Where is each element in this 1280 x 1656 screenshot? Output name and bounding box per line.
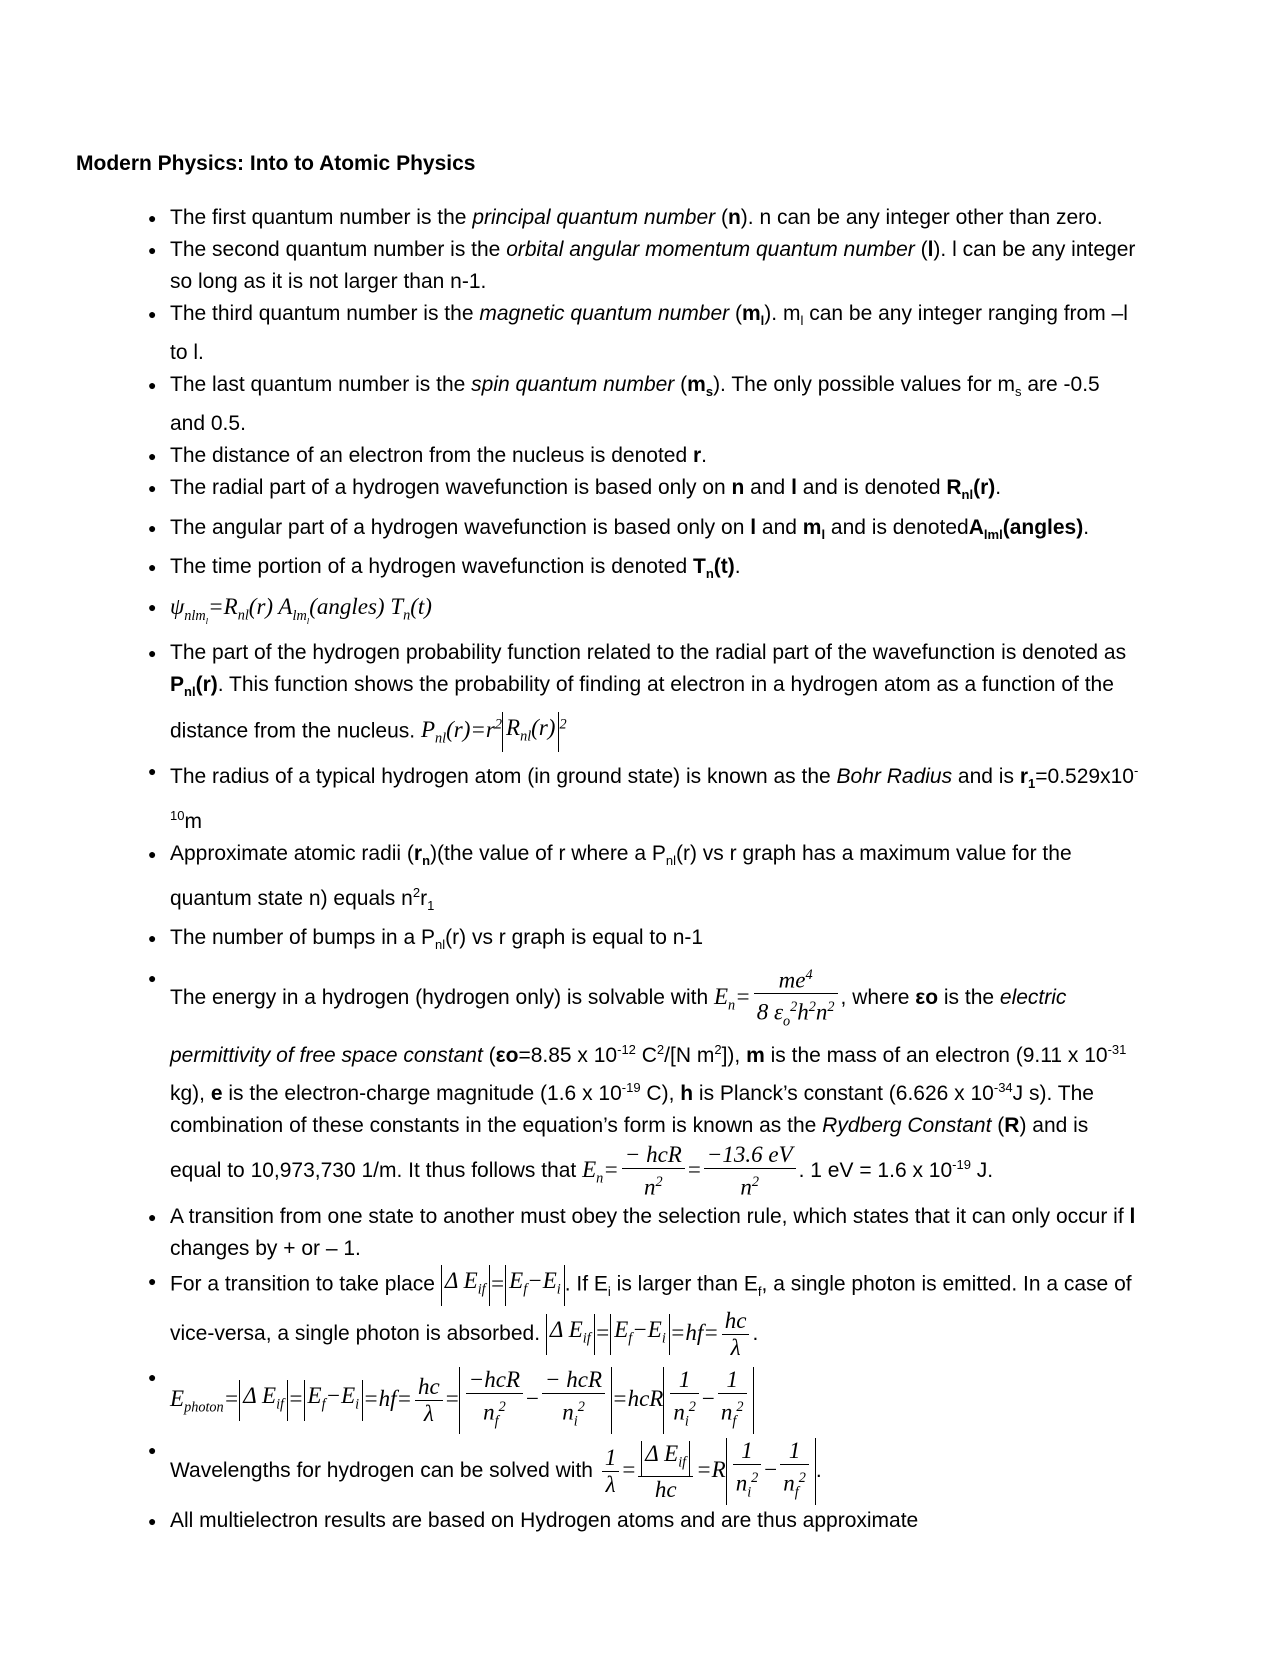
list-item-photon-energy: ● $E_{photon}= \Delta$ $E_{if} = E_f-E_i =hf=$ $\frac{hc}{\lambda}$ = $\frac{\text{−hcR}}{n_f^2}$ − $\frac{\text{− hcR}}{n_i^2}$ =hcR $\frac{1}{n_i^2}$ − $\frac{1}{n_f^2}$ <box>140 1361 1140 1434</box>
wavefunction-equation: $\psi_{nlm_l}=R_{nl}(r)$ $A_{lm_l}(angles)$ $T_n(t)$ <box>170 593 432 626</box>
notes-list <box>140 202 1140 1537</box>
list-item-angular: ● The angular part of a hydrogen wavefunction is based only on l and $m_l$ and is denotedA$_{lml}$(angles). <box>140 512 1140 551</box>
list-item-orbital: ● The second quantum number is the orbital angular momentum quantum number (l). l can be any integer so long as it is not larger than n-1. <box>140 234 1140 298</box>
page-title: Modern Physics: Into to Atomic Physics <box>76 152 476 175</box>
list-item-time: ● The time portion of a hydrogen wavefunction is denoted $T_n(t)$. <box>140 551 1140 590</box>
energy-equation: $E_n=$ <box>713 983 751 1014</box>
list-item-multielectron: ● All multielectron results are based on Hydrogen atoms and are thus approximate <box>140 1505 1140 1537</box>
list-item-wavelength: ● Wavelengths for hydrogen can be solved with $\frac{1}{\lambda}$ = $\frac{\Delta E_{if}}{hc}$ =R $\frac{1}{n_i^2}$ − $\frac{1}{n_f^2}$ . <box>140 1434 1140 1505</box>
list-item-principal: ● The first quantum number is the principal quantum number (n). n can be any integer other than zero. <box>140 202 1140 234</box>
list-item-bohr: ● The radius of a typical hydrogen atom (in ground state) is known as the Bohr Radius and is $r_1=0.529x10^{-10}m$ <box>140 755 1140 838</box>
list-item-selection-rule: ● A transition from one state to another must obey the selection rule, which states that it can only occur if l changes by + or – 1. <box>140 1201 1140 1265</box>
list-item-radial: ● The radial part of a hydrogen wavefunction is based only on n and l and is denoted $R_{nl}(r)$. <box>140 472 1140 511</box>
probability-equation: $P_{nl}(r)=r^2$ $R_{nl}(r)$ $^2$ <box>421 717 567 742</box>
list-item-magnetic: ● The third quantum number is the magnetic quantum number $(m_l)$. $m_l$ can be any integer ranging from –l to l. <box>140 298 1140 369</box>
list-item-radii: ● Approximate atomic radii $(r_n)(the$ value of r where a $P_{nl}(r)$ vs r graph has a maximum value for the quantum state n) equals $n^2r_1$ <box>140 838 1140 922</box>
list-item-spin: ● The last quantum number is the spin quantum number $(m_s)$. The only possible values for $m_s$ are -0.5 and 0.5. <box>140 369 1140 440</box>
list-item-energy: ● The energy in a hydrogen (hydrogen only) is solvable with $E_n=$ $\frac{me^4}{8 \varepsilon_o^2h^2n^2}$ , where εo is the electric permittivity of free space constant (εo=8.85 x $10^{-12}$ $C^2/[N$ $m^2$]), m is the mass of an electron (9.11 x $10^{-31}$ kg), e is the electron-charge magnitude (1.6 x $10^{-19}$ C), h is Planck’s constant (6.626 x $10^{-34}J$ s). The combination of these constants in the equation’s form is known as the Rydberg Constant (R) and is equal to 10,973,730 1/m. It thus follows that $E_n=$ $\frac{\text{− hcR}}{n^2}$ = $\frac{-13.6 eV}{n^2}$ . 1 eV = 1.6 x $10^{-19}$ J. <box>140 962 1140 1202</box>
list-item-probability: ● The part of the hydrogen probability function related to the radial part of the wavefunction is denoted as $P_{nl}(r)$. This function shows the probability of finding at electron in a hydrogen atom as a function of the distance from the nucleus. $P_{nl}(r)=r^2$ $R_{nl}(r)$ $^2$ <box>140 637 1140 754</box>
list-item-bumps: ● The number of bumps in a $P_{nl}(r)$ vs r graph is equal to n-1 <box>140 922 1140 961</box>
list-item-wavefunction <box>140 590 1140 637</box>
list-item-distance: ● The distance of an electron from the nucleus is denoted r. <box>140 440 1140 472</box>
list-item-transition: ● For a transition to take place Δ $E_{if} = E_f-E_i$ . If $E_i$ is larger than $E_f$, a single photon is emitted. In a case of vice-versa, a single photon is absorbed. Δ $E_{if} = E_f-E_i =hf=$ $\frac{hc}{\lambda}$ . <box>140 1265 1140 1361</box>
